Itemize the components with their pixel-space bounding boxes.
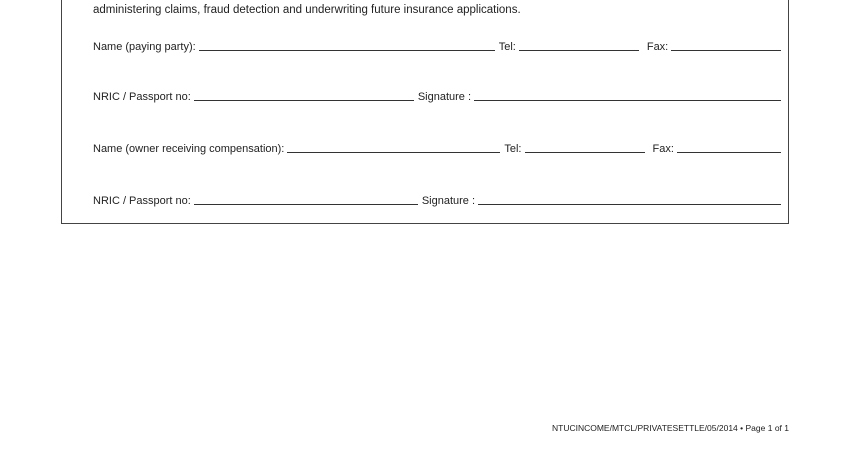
owner-name-field[interactable] (287, 152, 500, 153)
owner-tel-label: Tel: (504, 143, 522, 155)
paying-party-signature-label: Signature : (417, 91, 472, 103)
footer-separator: • (740, 423, 744, 433)
paying-party-fax-field[interactable] (671, 50, 781, 51)
paying-party-signature-field[interactable] (474, 100, 781, 101)
owner-nric-field[interactable] (194, 204, 418, 205)
paying-party-name-label: Name (paying party): (93, 41, 196, 53)
page-footer (552, 423, 789, 433)
footer-reference: NTUCINCOME/MTCL/PRIVATESETTLE/05/2014 (551, 423, 738, 433)
paying-party-fax-label: Fax: (646, 41, 669, 53)
owner-nric-label: NRIC / Passport no: (93, 195, 191, 207)
intro-text: administering claims, fraud detection and underwriting future insurance applications. (93, 4, 521, 16)
footer-page-number: Page 1 of 1 (745, 423, 789, 433)
owner-signature-label: Signature : (421, 195, 476, 207)
row-paying-party-name (93, 38, 781, 54)
owner-fax-field[interactable] (677, 152, 781, 153)
paying-party-name-field[interactable] (199, 50, 495, 51)
row-owner-nric (93, 192, 781, 208)
owner-signature-field[interactable] (478, 204, 781, 205)
owner-name-label: Name (owner receiving compensation): (93, 143, 285, 155)
paying-party-nric-field[interactable] (194, 100, 414, 101)
paying-party-tel-label: Tel: (498, 41, 516, 53)
paying-party-tel-field[interactable] (519, 50, 639, 51)
row-paying-party-nric (93, 88, 781, 104)
paying-party-nric-label: NRIC / Passport no: (93, 91, 191, 103)
row-owner-name (93, 140, 781, 156)
owner-tel-field[interactable] (525, 152, 645, 153)
owner-fax-label: Fax: (652, 143, 674, 155)
form-box (61, 0, 789, 224)
